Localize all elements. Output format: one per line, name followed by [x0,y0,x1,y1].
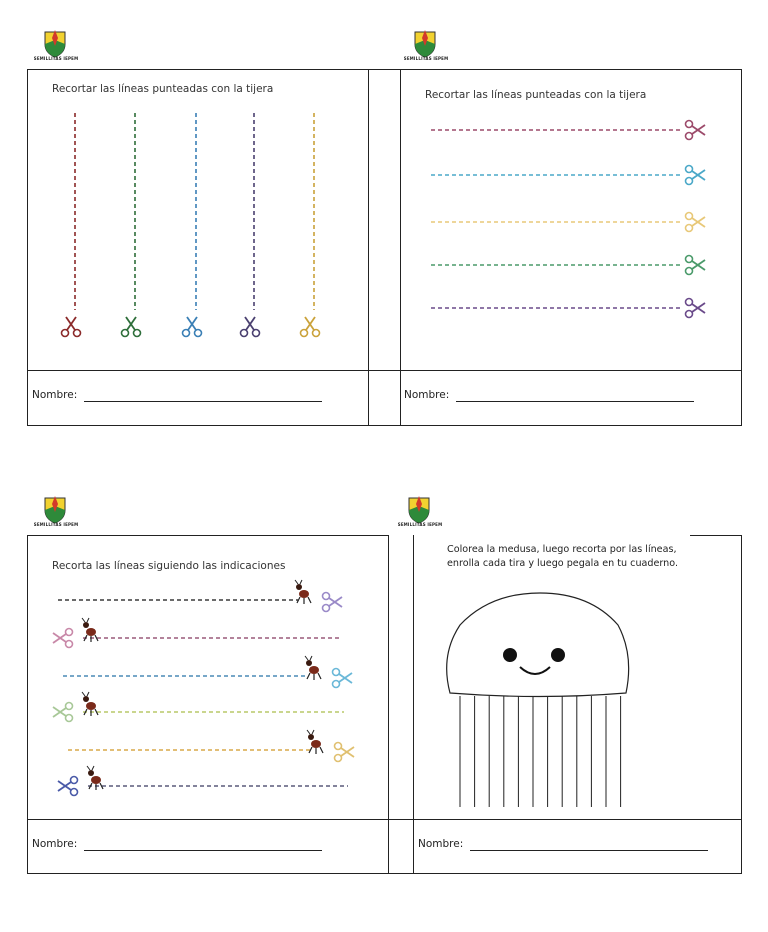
divider [368,69,369,426]
divider [27,535,388,536]
scissors-icon [686,213,706,232]
panel3-name-label: Nombre: [32,838,78,850]
divider [690,535,742,536]
shield-icon [41,28,69,58]
panel4-instruction-2: enrolla cada tira y luego pegala en tu cuaderno. [447,558,679,569]
school-caption: SEMILLITAS IEPEM [397,522,443,527]
school-logo-1 [26,28,86,64]
panel4-instruction-1: Colorea la medusa, luego recorta por las líneas, [447,544,677,555]
jellyfish-tentacles [460,696,621,807]
divider [27,370,742,371]
school-logo-4 [390,494,450,530]
jellyfish-left-eye [503,648,517,662]
panel4-name-label: Nombre: [418,838,464,850]
scissors-icon [333,669,353,688]
panel3-name-line [84,850,322,851]
panel1-name-line [84,401,322,402]
panel1-cut-lines [28,105,368,365]
shield-icon [41,494,69,524]
scissors-icon [122,317,141,337]
school-logo-3 [26,494,86,530]
divider [388,535,389,874]
divider [27,819,742,820]
shield-icon [411,28,439,58]
school-caption: SEMILLITAS IEPEM [33,56,79,61]
school-caption: SEMILLITAS IEPEM [403,56,449,61]
panel3-cut-lines [28,570,388,810]
scissors-icon [241,317,260,337]
scissors-icon [62,317,81,337]
panel2-cut-lines [401,110,741,340]
scissors-icon [53,703,73,722]
jellyfish-right-eye [551,648,565,662]
ant-icon [305,656,321,680]
panel2-title: Recortar las líneas punteadas con la tijera [425,89,647,101]
scissors-icon [301,317,320,337]
scissors-icon [58,777,78,796]
jellyfish-drawing [440,585,640,815]
scissors-icon [335,743,355,762]
panel4-name-line [470,850,708,851]
school-caption: SEMILLITAS IEPEM [33,522,79,527]
panel1-name-label: Nombre: [32,389,78,401]
panel1-title: Recortar las líneas punteadas con la tijera [52,83,274,95]
scissors-icon [323,593,343,612]
panel3-title: Recorta las líneas siguiendo las indicaciones [52,560,286,572]
scissors-icon [686,256,706,275]
divider [413,535,414,874]
school-logo-2 [396,28,456,64]
scissors-icon [183,317,202,337]
scissors-icon [686,121,706,140]
panel2-name-line [456,401,694,402]
shield-icon [405,494,433,524]
scissors-icon [686,299,706,318]
scissors-icon [53,629,73,648]
jellyfish-body [447,593,629,697]
scissors-icon [686,166,706,185]
panel2-name-label: Nombre: [404,389,450,401]
